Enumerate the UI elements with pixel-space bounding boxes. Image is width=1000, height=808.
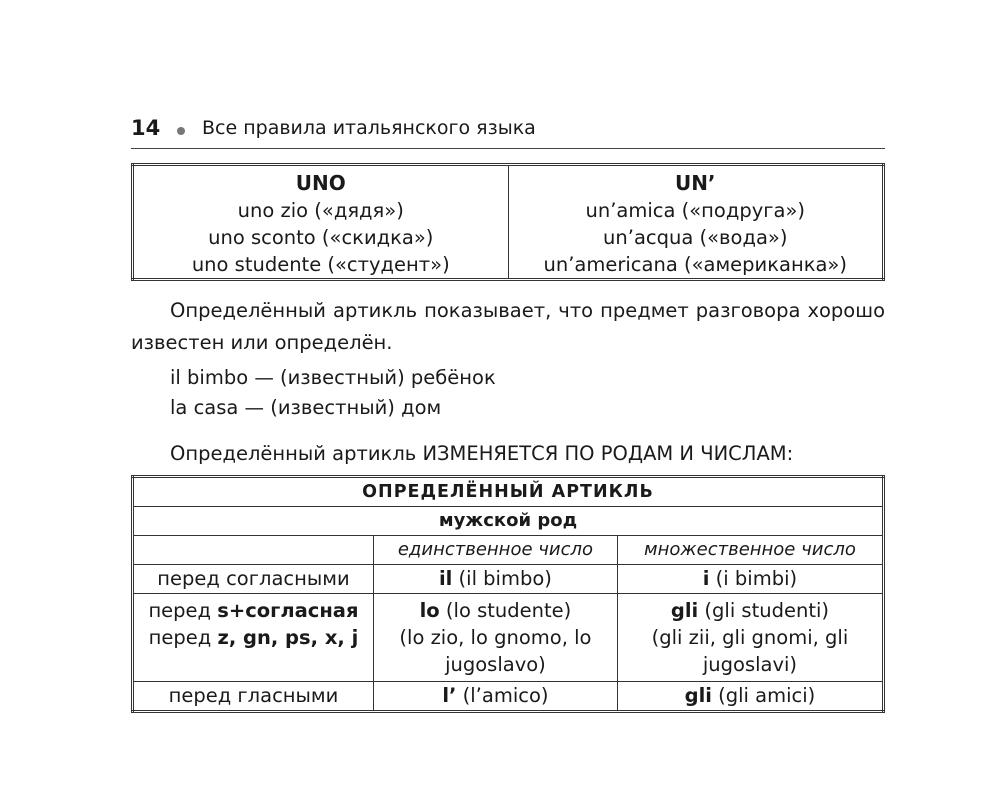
paragraph-definite-article: Определённый артикль показывает, что предмет разговора хорошо известен или определён. <box>131 299 885 354</box>
un-apostrophe-example: un’amica («подруга») <box>585 199 805 222</box>
table-subtitle: мужской род <box>133 507 884 536</box>
column-header-singular: единственное число <box>373 536 617 565</box>
un-apostrophe-example: un’americana («американка») <box>543 253 847 276</box>
article-example: (il bimbo) <box>452 567 552 590</box>
un-apostrophe-heading: UN’ <box>674 171 716 195</box>
condition-line <box>138 624 369 651</box>
table-row <box>133 565 884 594</box>
condition-bold: z, gn, ps, x, j <box>217 626 359 649</box>
condition-cell <box>133 594 374 682</box>
running-header <box>131 116 885 149</box>
example-line: la casa — (известный) дом <box>170 396 442 419</box>
condition-prefix: перед <box>148 599 218 622</box>
article: gli <box>670 599 699 622</box>
article: i <box>702 567 710 590</box>
singular-cell <box>373 594 617 682</box>
plural-cell <box>617 594 883 682</box>
article-example-extra: (lo zio, lo gnomo, lo jugoslavo) <box>399 626 592 676</box>
un-apostrophe-column <box>508 165 884 280</box>
condition-cell: перед гласными <box>133 682 374 712</box>
condition-bold: s+согласная <box>217 599 359 622</box>
condition-prefix: перед <box>148 626 218 649</box>
article-example: (i bimbi) <box>709 567 798 590</box>
uno-example: uno zio («дядя») <box>237 199 404 222</box>
definite-article-table <box>131 475 885 713</box>
example-line: il bimbo — (известный) ребёнок <box>170 366 496 389</box>
article-line <box>636 597 864 624</box>
page-number: 14 <box>131 116 161 140</box>
condition-line <box>138 597 369 624</box>
column-header-plural: множественное число <box>617 536 883 565</box>
uno-heading: UNO <box>295 171 346 195</box>
article-example-extra: (gli zii, gli gnomi, gli jugoslavi) <box>651 626 849 676</box>
article: il <box>438 567 453 590</box>
article-example: (gli amici) <box>711 684 816 707</box>
article-example: (gli studenti) <box>698 599 830 622</box>
plural-cell <box>617 682 883 712</box>
singular-cell <box>373 565 617 594</box>
condition-cell: перед согласными <box>133 565 374 594</box>
uno-example: uno sconto («скидка») <box>208 226 434 249</box>
article: lo <box>419 599 440 622</box>
table-title: ОПРЕДЕЛЁННЫЙ АРТИКЛЬ <box>133 477 884 507</box>
article-example: (l’amico) <box>456 684 549 707</box>
plural-cell <box>617 565 883 594</box>
bullet-icon <box>177 127 185 135</box>
table-row <box>133 594 884 682</box>
table-row <box>133 682 884 712</box>
article: l’ <box>442 684 457 707</box>
un-apostrophe-example: un’acqua («вода») <box>603 226 788 249</box>
indefinite-article-table <box>131 163 885 281</box>
uno-example: uno studente («студент») <box>191 253 450 276</box>
empty-header-cell <box>133 536 374 565</box>
article: gli <box>684 684 712 707</box>
article-example: (lo studente) <box>439 599 572 622</box>
paragraph-changes: Определённый артикль ИЗМЕНЯЕТСЯ ПО РОДАМ И ЧИСЛАМ: <box>170 442 794 465</box>
uno-column <box>133 165 509 280</box>
singular-cell <box>373 682 617 712</box>
article-line <box>392 597 599 624</box>
book-title: Все правила итальянского языка <box>202 117 536 139</box>
